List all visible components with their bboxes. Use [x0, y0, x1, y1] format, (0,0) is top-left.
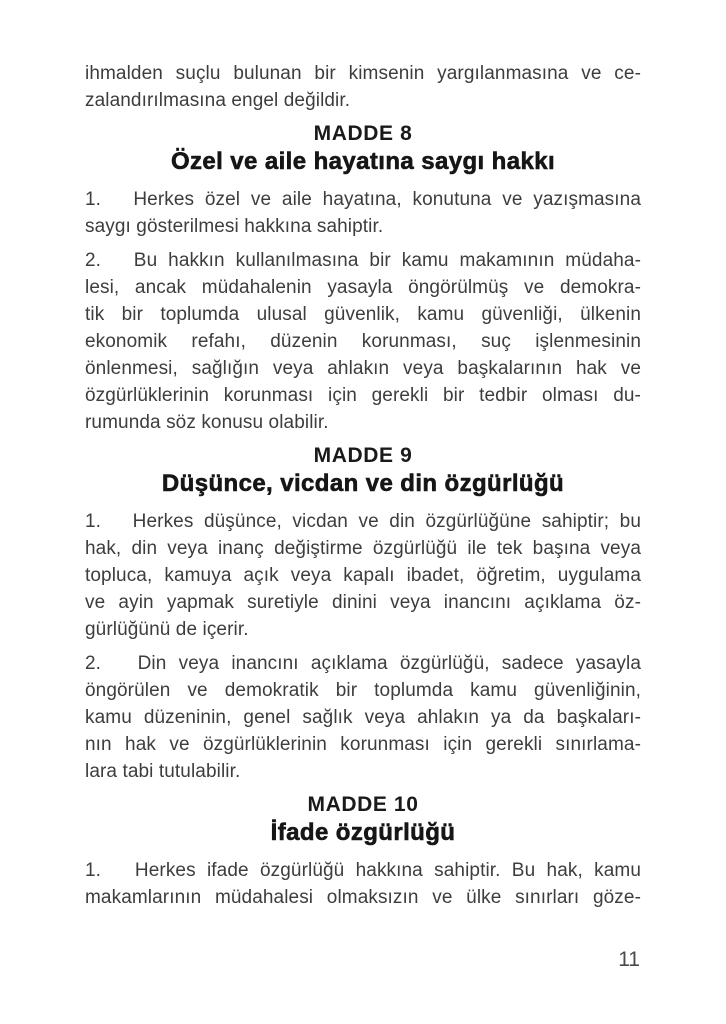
text-line: nın hak ve özgürlüklerinin korunması için gerekli sınırlama-	[85, 734, 641, 755]
article-9-paragraph-2	[85, 650, 641, 785]
article-9-heading: MADDE 9	[313, 444, 413, 467]
text-line: gürlüğünü de içerir.	[85, 619, 249, 640]
text-line: zalandırılmasına engel değildir.	[85, 90, 351, 111]
text-line: rumunda söz konusu olabilir.	[85, 412, 329, 433]
text-line: öngörülen ve demokratik bir toplumda kamu güvenliğinin,	[85, 680, 641, 701]
text-line: hak, din veya inanç değiştirme özgürlüğü ile tek başına veya	[85, 538, 641, 559]
text-line: 1. Herkes ifade özgürlüğü hakkına sahiptir. Bu hak, kamu	[85, 860, 641, 881]
article-10-title: İfade özgürlüğü	[270, 819, 456, 846]
text-line: ve ayin yapmak suretiyle dinini veya inancını açıklama öz-	[85, 592, 641, 613]
page-content	[85, 60, 641, 918]
text-line: önlenmesi, sağlığın veya ahlakın veya başkalarının hak ve	[85, 358, 641, 379]
text-line: tik bir toplumda ulusal güvenlik, kamu güvenliği, ülkenin	[85, 304, 641, 325]
text-line: lara tabi tutulabilir.	[85, 761, 241, 782]
intro-paragraph	[85, 60, 641, 114]
article-10-heading: MADDE 10	[307, 793, 419, 816]
article-8-paragraph-2	[85, 247, 641, 436]
text-line: lesi, ancak müdahalenin yasayla öngörülmüş ve demokra-	[85, 277, 641, 298]
article-8-heading: MADDE 8	[313, 122, 413, 145]
article-10-paragraph-1	[85, 857, 641, 911]
page-number: 11	[618, 948, 640, 971]
text-line: ekonomik refahı, düzenin korunması, suç işlenmesinin	[85, 331, 641, 352]
article-9-title: Düşünce, vicdan ve din özgürlüğü	[161, 470, 565, 497]
text-line: 2. Bu hakkın kullanılmasına bir kamu makamının müdaha-	[85, 250, 641, 271]
text-line: topluca, kamuya açık veya kapalı ibadet, öğretim, uygulama	[85, 565, 641, 586]
text-line: kamu düzeninin, genel sağlık veya ahlakın ya da başkaları-	[85, 707, 641, 728]
article-8-title: Özel ve aile hayatına saygı hakkı	[170, 148, 556, 175]
text-line: 1. Herkes düşünce, vicdan ve din özgürlüğüne sahiptir; bu	[85, 511, 641, 532]
text-line: saygı gösterilmesi hakkına sahiptir.	[85, 216, 384, 237]
text-line: makamlarının müdahalesi olmaksızın ve ülke sınırları göze-	[85, 887, 641, 908]
article-8-paragraph-1	[85, 186, 641, 240]
text-line: ihmalden suçlu bulunan bir kimsenin yargılanmasına ve ce-	[85, 63, 641, 84]
text-line: 2. Din veya inancını açıklama özgürlüğü, sadece yasayla	[85, 653, 641, 674]
article-9-paragraph-1	[85, 508, 641, 643]
text-line: 1. Herkes özel ve aile hayatına, konutuna ve yazışmasına	[85, 189, 641, 210]
text-line: özgürlüklerinin korunması için gerekli bir tedbir olması du-	[85, 385, 641, 406]
